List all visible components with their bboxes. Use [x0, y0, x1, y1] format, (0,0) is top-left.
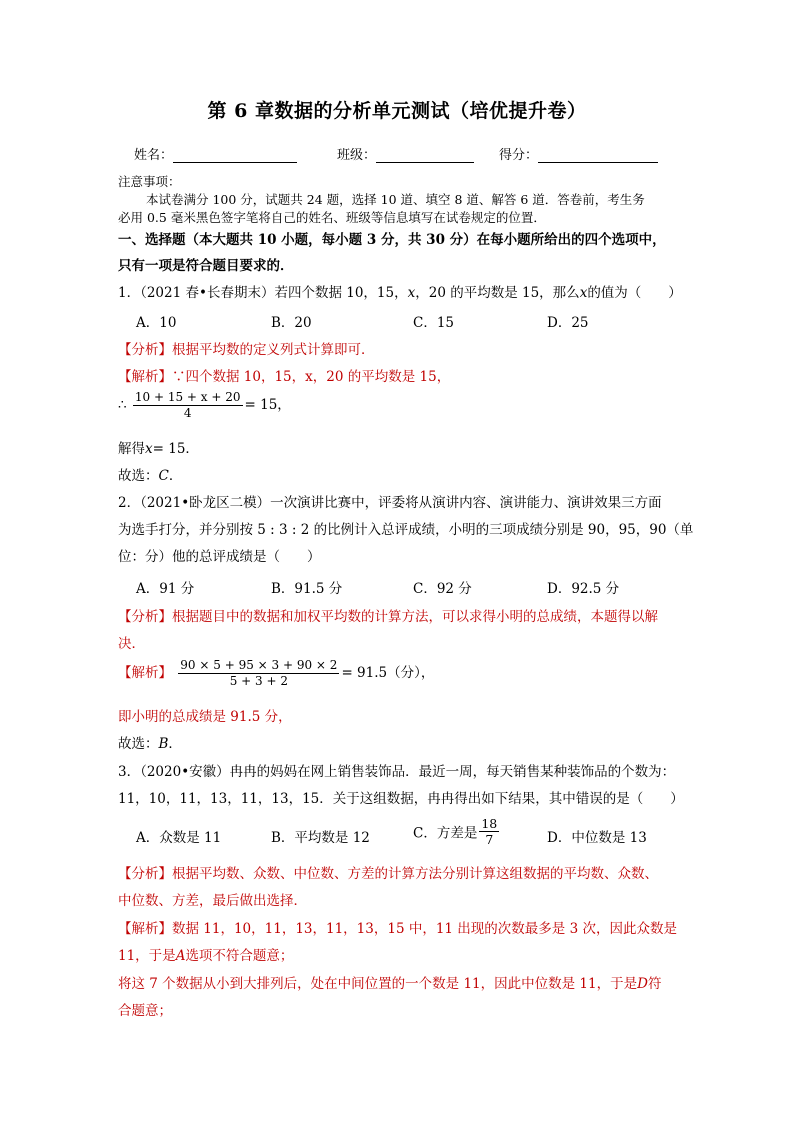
q3-stem-line-2: 11，10，11，13，11，13，15．关于这组数据，冉冉得出如下结果，其中错误的是（ ）	[118, 791, 684, 807]
analysis-tag: 【分析】	[118, 609, 172, 625]
q1-stem: 1．（2021 春•长春期末）若四个数据 10，15，x，20 的平均数是 15，那么x的值为（ ）	[118, 285, 682, 301]
name-label: 姓名：	[134, 148, 174, 163]
q2-solution: 【解析】 $\frac{90 \times 5 + 95 \times 3 + 90 \times 2}{5 + 3 + 2}$ = 91.5（分），	[118, 658, 435, 688]
q2-fraction: $\frac{90 \times 5 + 95 \times 3 + 90 \times 2}{5 + 3 + 2}$	[180, 658, 338, 688]
q2-option-c[interactable]: C．92 分	[413, 581, 472, 597]
q3-solution-line-1: 【解析】数据 11，10，11，13，11，13，15 中，11 出现的次数最多是 3 次，因此众数是	[118, 921, 677, 937]
solution-tag: 【解析】	[118, 665, 172, 681]
notice-heading: 注意事项：	[118, 174, 181, 189]
notice-line-2: 必用 0.5 毫米黑色签字笔将自己的姓名、班级等信息填写在试卷规定的位置．	[118, 210, 546, 225]
q2-stem-line-2: 为选手打分，并分别按 5 : 3 : 2 的比例计入总评成绩，小明的三项成绩分别是 90，95，90（单	[118, 522, 694, 538]
q1-option-d[interactable]: D．25	[547, 315, 589, 331]
solution-tag: 【解析】	[118, 369, 172, 385]
q2-stem-line-1: 2．（2021•卧龙区二模）一次演讲比赛中，评委将从演讲内容、演讲能力、演讲效果三方面	[118, 495, 662, 511]
q3-option-d[interactable]: D．中位数是 13	[547, 830, 647, 846]
q2-option-a[interactable]: A．91 分	[136, 581, 195, 597]
q3-option-a[interactable]: A．众数是 11	[136, 830, 222, 846]
q1-option-b[interactable]: B．20	[271, 315, 312, 331]
class-label: 班级：	[337, 148, 377, 163]
q3-solution-line-2: 11，于是A选项不符合题意；	[118, 948, 294, 964]
analysis-tag: 【分析】	[118, 866, 172, 882]
analysis-tag: 【分析】	[118, 342, 172, 358]
q1-solution-line-1: 【解析】∵四个数据 10，15，x，20 的平均数是 15，	[118, 369, 451, 385]
q2-analysis-line-2: 决．	[118, 636, 145, 652]
q3-option-c[interactable]: C．方差是 $\frac{18}{7}$	[413, 816, 498, 847]
notice-line-1: 本试卷满分 100 分，试题共 24 题，选择 10 道、填空 8 道、解答 6 道．答卷前，考生务	[146, 192, 645, 207]
q2-answer: 故选：B．	[118, 736, 182, 752]
score-field[interactable]	[499, 144, 658, 163]
q1-fraction: $\frac{10 + 15 + x + 20}{4}$	[134, 390, 241, 420]
q3-solution-line-4: 合题意；	[118, 1003, 172, 1019]
q1-answer: 故选：C．	[118, 468, 183, 484]
q2-option-d[interactable]: D．92.5 分	[547, 581, 620, 597]
class-blank[interactable]	[376, 148, 474, 163]
q2-stem-line-3: 位：分）他的总评成绩是（ ）	[118, 549, 321, 565]
score-blank[interactable]	[538, 148, 658, 163]
q1-analysis: 【分析】根据平均数的定义列式计算即可．	[118, 342, 375, 358]
class-field[interactable]	[337, 144, 474, 163]
q1-fraction-line: ∴ $\frac{10 + 15 + x + 20}{4}$ = 15，	[118, 390, 291, 420]
q3-analysis-line-1: 【分析】根据平均数、众数、中位数、方差的计算方法分别计算这组数据的平均数、众数、	[118, 866, 658, 882]
q3-stem-line-1: 3．（2020•安徽）冉冉的妈妈在网上销售装饰品．最近一周，每天销售某种装饰品的个数为：	[118, 764, 676, 780]
q3-solution-line-3: 将这 7 个数据从小到大排列后，处在中间位置的一个数是 11，因此中位数是 11，于是D符	[118, 976, 662, 992]
q2-option-b[interactable]: B．91.5 分	[271, 581, 343, 597]
q3-analysis-line-2: 中位数、方差，最后做出选择．	[118, 893, 307, 909]
q3-option-b[interactable]: B．平均数是 12	[271, 830, 370, 846]
q1-option-a[interactable]: A．10	[136, 315, 177, 331]
name-field[interactable]	[134, 144, 297, 163]
section-heading-line-1: 一、选择题（本大题共 10 小题，每小题 3 分，共 30 分）在每小题所给出的四个选项中，	[118, 232, 666, 248]
q2-result: 即小明的总成绩是 91.5 分，	[118, 709, 292, 725]
q3-option-c-fraction: $\frac{18}{7}$	[481, 816, 498, 847]
score-label: 得分：	[499, 148, 539, 163]
q1-option-c[interactable]: C．15	[413, 315, 455, 331]
page-title: 第 6 章数据的分析单元测试（培优提升卷）	[207, 100, 587, 122]
name-blank[interactable]	[173, 148, 297, 163]
solution-tag: 【解析】	[118, 921, 172, 937]
q1-solve: 解得x= 15．	[118, 441, 199, 457]
q2-analysis-line-1: 【分析】根据题目中的数据和加权平均数的计算方法，可以求得小明的总成绩，本题得以解	[118, 609, 658, 625]
section-heading-line-2: 只有一项是符合题目要求的．	[118, 258, 294, 274]
